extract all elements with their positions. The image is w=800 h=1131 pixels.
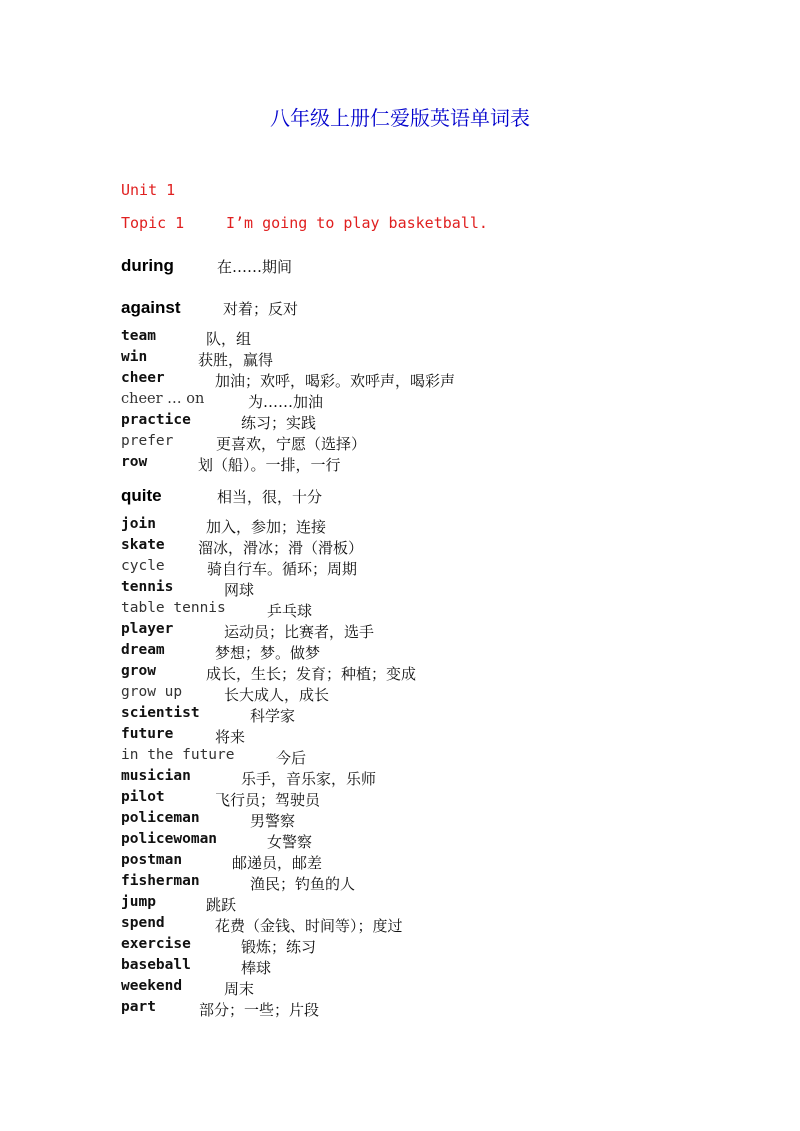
vocab-word: quite <box>121 486 162 505</box>
vocab-word: win <box>121 349 148 365</box>
document-title: 八年级上册仁爱版英语单词表 <box>270 106 530 130</box>
vocab-row <box>121 516 721 537</box>
vocab-row <box>121 579 721 600</box>
vocab-meaning: 相当，很，十分 <box>217 488 323 506</box>
vocab-row <box>121 684 721 705</box>
vocab-row <box>121 810 721 831</box>
vocab-row <box>121 391 721 412</box>
vocab-row <box>121 642 721 663</box>
vocab-word: jump <box>121 894 156 910</box>
vocab-meaning: 获胜，赢得 <box>198 351 274 369</box>
vocab-word: tennis <box>121 579 174 595</box>
vocab-row <box>121 978 721 999</box>
vocab-meaning: 梦想；梦。做梦 <box>215 644 321 662</box>
vocab-row <box>121 705 721 726</box>
vocab-row <box>121 747 721 768</box>
vocab-word: postman <box>121 852 183 868</box>
vocab-word: policeman <box>121 810 200 826</box>
vocab-meaning: 男警察 <box>250 812 296 830</box>
vocab-row <box>121 726 721 747</box>
vocab-word: part <box>121 999 156 1015</box>
vocab-row <box>121 433 721 454</box>
vocab-row <box>121 558 721 579</box>
vocab-row <box>121 328 721 349</box>
vocab-meaning: 骑自行车。循环；周期 <box>207 560 358 578</box>
vocab-word: practice <box>121 412 191 428</box>
vocab-row <box>121 370 721 391</box>
vocab-word: dream <box>121 642 165 658</box>
vocab-meaning: 飞行员；驾驶员 <box>215 791 321 809</box>
vocab-word: scientist <box>121 705 200 721</box>
vocab-word: join <box>121 516 156 532</box>
vocab-meaning: 对着；反对 <box>223 300 299 318</box>
vocab-meaning: 队，组 <box>206 330 252 348</box>
vocab-meaning: 锻炼；练习 <box>241 938 317 956</box>
vocab-word: exercise <box>121 936 191 952</box>
vocab-row <box>121 349 721 370</box>
vocab-meaning: 乒乓球 <box>267 602 313 620</box>
vocab-row <box>121 298 721 319</box>
vocab-row <box>121 999 721 1020</box>
vocab-meaning: 网球 <box>224 581 255 599</box>
vocab-meaning: 溜冰，滑冰；滑（滑板） <box>198 539 364 557</box>
vocab-word: grow <box>121 663 156 679</box>
vocab-row <box>121 894 721 915</box>
vocab-word: grow up <box>121 684 183 700</box>
vocab-meaning: 划（船）。一排，一行 <box>198 456 341 474</box>
vocab-word: weekend <box>121 978 183 994</box>
vocab-meaning: 在……期间 <box>217 258 293 276</box>
vocab-word: cheer <box>121 370 165 386</box>
vocab-word: in the future <box>121 747 235 763</box>
vocab-meaning: 加入，参加；连接 <box>206 518 327 536</box>
vocab-meaning: 长大成人，成长 <box>224 686 330 704</box>
vocab-word: baseball <box>121 957 191 973</box>
vocab-row <box>121 768 721 789</box>
vocab-row <box>121 454 721 475</box>
vocab-word: cycle <box>121 558 165 574</box>
vocab-row <box>121 537 721 558</box>
vocab-meaning: 更喜欢，宁愿（选择） <box>216 435 367 453</box>
vocab-word: musician <box>121 768 191 784</box>
vocab-row <box>121 873 721 894</box>
vocab-row <box>121 600 721 621</box>
vocab-word: player <box>121 621 174 637</box>
vocab-row <box>121 621 721 642</box>
vocab-meaning: 乐手，音乐家，乐师 <box>241 770 377 788</box>
vocab-row <box>121 789 721 810</box>
vocab-row <box>121 256 721 277</box>
vocab-meaning: 花费（金钱、时间等）；度过 <box>215 917 403 935</box>
vocab-meaning: 将来 <box>215 728 246 746</box>
vocab-row <box>121 831 721 852</box>
vocab-word: during <box>121 256 174 275</box>
vocab-word: against <box>121 298 181 317</box>
vocab-word: row <box>121 454 148 470</box>
topic-title: I’m going to play basketball. <box>226 214 488 232</box>
vocab-word: fisherman <box>121 873 200 889</box>
vocab-row <box>121 486 721 507</box>
vocab-row <box>121 936 721 957</box>
vocab-row <box>121 663 721 684</box>
vocab-meaning: 运动员；比赛者，选手 <box>224 623 375 641</box>
vocab-meaning: 加油；欢呼，喝彩。欢呼声，喝彩声 <box>215 372 456 390</box>
vocab-row <box>121 412 721 433</box>
vocab-meaning: 棒球 <box>241 959 272 977</box>
vocab-meaning: 成长，生长；发育；种植；变成 <box>206 665 417 683</box>
vocab-meaning: 部分；一些；片段 <box>199 1001 320 1019</box>
vocab-meaning: 科学家 <box>250 707 296 725</box>
vocab-meaning: 为……加油 <box>248 393 324 411</box>
vocab-word: table tennis <box>121 600 226 616</box>
vocab-row <box>121 852 721 873</box>
vocab-meaning: 女警察 <box>267 833 313 851</box>
vocab-meaning: 邮递员，邮差 <box>232 854 323 872</box>
vocab-word: spend <box>121 915 165 931</box>
vocab-meaning: 跳跃 <box>206 896 237 914</box>
vocab-meaning: 渔民；钓鱼的人 <box>250 875 356 893</box>
vocab-meaning: 周末 <box>224 980 255 998</box>
topic-label: Topic 1 <box>121 214 185 232</box>
unit-heading: Unit 1 <box>121 181 176 199</box>
vocab-row <box>121 915 721 936</box>
vocab-word: cheer … on <box>121 391 205 407</box>
vocab-word: policewoman <box>121 831 218 847</box>
vocab-word: prefer <box>121 433 174 449</box>
vocab-word: pilot <box>121 789 165 805</box>
vocab-word: team <box>121 328 156 344</box>
vocab-meaning: 练习；实践 <box>241 414 317 432</box>
vocab-word: skate <box>121 537 165 553</box>
vocab-word: future <box>121 726 174 742</box>
vocab-row <box>121 957 721 978</box>
vocab-meaning: 今后 <box>276 749 307 767</box>
